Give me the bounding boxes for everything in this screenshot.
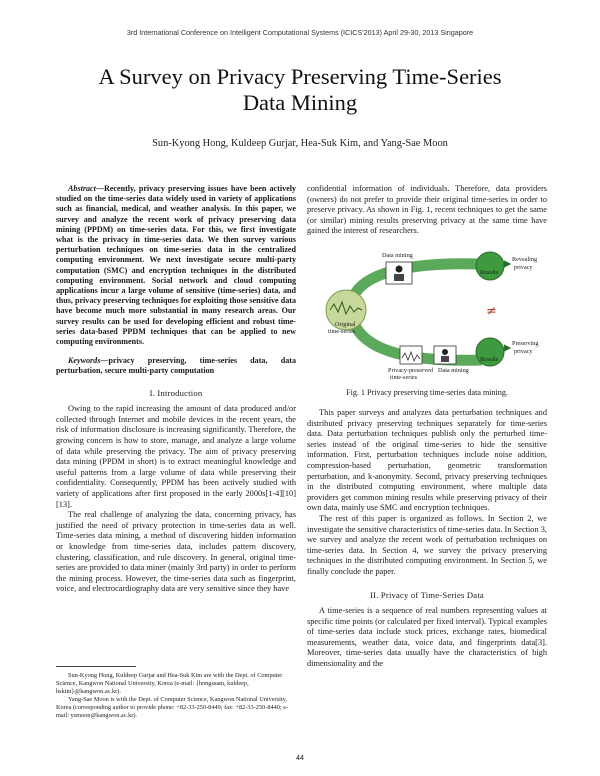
data-mining-top-label: Data mining bbox=[382, 252, 413, 259]
perturbation-icon bbox=[400, 346, 422, 364]
title-line-2: Data Mining bbox=[242, 90, 358, 115]
upper-flow-arrow bbox=[352, 264, 482, 300]
title-line-1: A Survey on Privacy Preserving Time-Series bbox=[98, 64, 502, 89]
intro-paragraph-2: The real challenge of analyzing the data, concerning privacy, has justified the need of privacy protection in time-series data as well. Time-series data mining, a method of discovering hidden information or knowledge from time-series data, includes pattern discovery, clustering, classification, and rule discovery. In general, original time-series are provided to data miner (mainly 3rd party) in order to perform the mining process. However, the time-series data such as fingerprint, voice, and electrocardiography data are very sensitive since they have bbox=[56, 510, 296, 594]
right-paragraph-2: This paper surveys and analyzes data perturbation techniques and distributed privacy preserving techniques separately for time-series data. Data perturbation techniques publish only the perturbed time-series instead of the original time-series to hide the sensitive information. First, perturbation techniques include noise addition, compression-based perturbation, geometric transformation perturbation, and k-anonymity. Second, privacy preserving techniques in the distributed computing environment, where multiple data providers get common mining results while preserving privacy of their own data, mainly use SMC and encryption techniques. bbox=[307, 408, 547, 513]
footnote-rule bbox=[56, 666, 136, 667]
figure-1-diagram bbox=[322, 248, 539, 381]
data-mining-bottom-label: Data mining bbox=[438, 367, 469, 374]
time-series-bottom-label: time-series bbox=[390, 374, 418, 381]
section-2-paragraph-1: A time-series is a sequence of real numbers representing values at specific time points (or calculated per fixed interval). Typical examples of time-series data include stock prices, exchange rates, biomedical measurements, weather data, voice data, and fingerprints data[3]. Moreover, time-series data usually have the characteristics of high dimensionality and the bbox=[307, 606, 547, 669]
privacy-top-label: privacy bbox=[514, 264, 533, 271]
not-equal-symbol: ≠ bbox=[486, 304, 497, 319]
footnote-corresponding: Yang-Sae Moon is with the Dept. of Computer Science, Kangwon National University, Korea (corresponding author to provide phone: +82-33-250-8449; fax: +82-33-250-8440; e-mail: ysmoon@kangwon.ac.kr). bbox=[56, 696, 289, 720]
results-top-label: Results bbox=[480, 269, 499, 276]
keywords bbox=[56, 356, 296, 376]
figure-1-caption: Fig. 1 Privacy preserving time-series data mining. bbox=[346, 388, 508, 397]
right-paragraph-1: confidential information of individuals. Therefore, data providers (owners) do not prefer to provide their original time-series in order to preserve privacy. As shown in Fig. 1, recent techniques to get the same (or similar) mining results preserving privacy at the same time have gained the interest of researchers. bbox=[307, 184, 547, 236]
right-column-top bbox=[307, 184, 547, 237]
abstract-body: —Recently, privacy preserving issues have been actively studied on the time-series data widely used in variety of applications such as financial, medical, and weather analysis. In this paper, we survey and analyze the recent work of privacy preserving data mining (PPDM) on time-series data. For this, we first investigate what is the privacy in time-series data. We then survey various perturbation techniques on time-series data in the centralized computing environment. We next investigate secure multi-party computation (SMC) and encryption techniques in the distributed computing environment. Social network and cloud computing applications incur a large volume of sensitive (time-series) data, and thus, privacy preserving techniques for exploiting those sensitive data have become much more substantial in many research areas. Our survey results can be used for developing efficient and robust time-series data-based PPDM techniques that can be applied to new computing environments. bbox=[56, 184, 296, 347]
revealing-label: Revealing bbox=[512, 256, 538, 263]
footnote-authors: Sun-Kyong Hong, Kuldeep Gurjar and Hea-Suk Kim are with the Dept. of Computer Science, Kangwon National University, Korea (e-mail: {hongssam, kuldeep, hskim}@kangwon.ac.kr). bbox=[56, 672, 283, 696]
conference-header: 3rd International Conference on Intelligent Computational Systems (ICICS'2013) April 29-30, 2013 Singapore bbox=[126, 28, 474, 37]
abstract bbox=[56, 184, 296, 347]
section-2-heading: II. Privacy of Time-Series Data bbox=[370, 589, 484, 600]
section-1-heading: I. Introduction bbox=[149, 387, 203, 398]
keywords-label: Keywords bbox=[68, 356, 101, 366]
privacy-bottom-label: privacy bbox=[514, 348, 533, 355]
author-list: Sun-Kyong Hong, Kuldeep Gurjar, Hea-Suk Kim, and Yang-Sae Moon bbox=[152, 138, 448, 149]
intro-paragraph-1: Owing to the rapid increasing the amount of data produced and/or collected through Internet and mobile devices in the recent years, the risk of information disclosure is increasing significantly. Therefore, the growing concern is how to store, manage, and analyze a large volume of data while preserving the privacy. The aim of privacy preserving data mining (PPDM in short) is to extract meaningful knowledge and useful patterns from a large volume of data while preserving their confidentiality. Consequently, PPDM has been actively studied with variety of applications after first proposed in the early 2000s[1-4][10][13]. bbox=[56, 404, 296, 509]
paper-title bbox=[40, 64, 560, 116]
original-label: Original bbox=[335, 321, 356, 328]
time-series-label: time-series bbox=[328, 328, 356, 335]
page-number: 44 bbox=[296, 753, 304, 762]
abstract-label: Abstract bbox=[68, 184, 96, 193]
left-column bbox=[56, 184, 296, 595]
keywords-body: —privacy preserving, time-series data, data perturbation, secure multi-party computation bbox=[56, 356, 296, 376]
footnotes bbox=[56, 672, 296, 721]
preserving-label: Preserving bbox=[512, 340, 539, 347]
results-bottom-label: Results bbox=[480, 356, 499, 363]
right-column-bottom bbox=[307, 408, 547, 670]
right-paragraph-3: The rest of this paper is organized as follows. In Section 2, we investigate the sensitive characteristics of time-series data. In Section 3, we survey and analyze the recent work of perturbation techniques on time-series data. In Section 4, we survey the privacy preserving techniques in the distributed computing environment. In Section 5, we finally conclude the paper. bbox=[307, 513, 547, 576]
privacy-preserved-label: Privacy-preserved bbox=[388, 367, 434, 374]
